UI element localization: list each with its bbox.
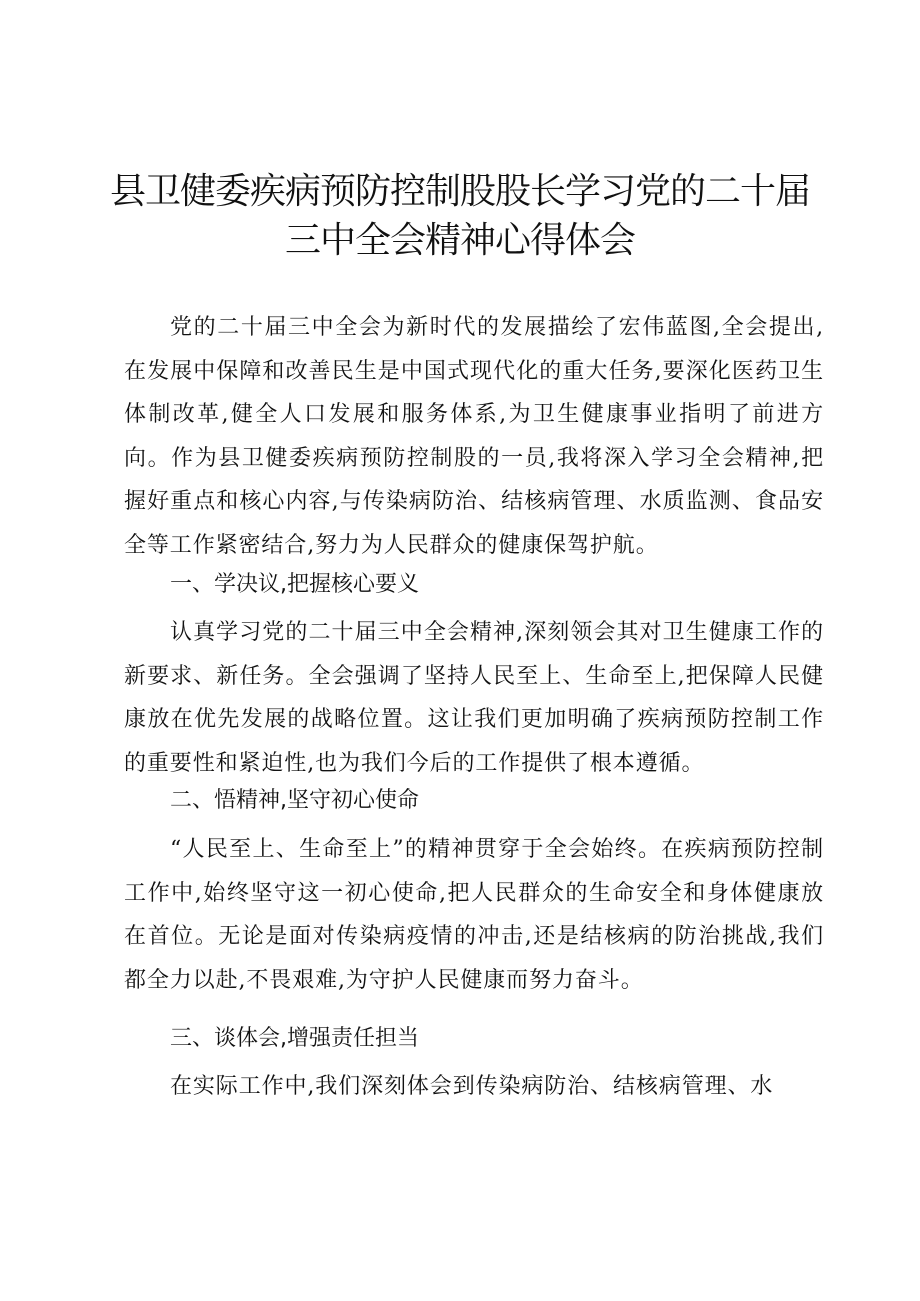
section-2-paragraph: “人民至上、生命至上”的精神贯穿于全会始终。在疾病预防控制工作中,始终坚守这一初心使命,把人民群众的生命安全和身体健康放在首位。无论是面对传染病疫情的冲击,还是结核病的防治挑战,我们都全力以赴,不畏艰难,为守护人民健康而努力奋斗。 <box>124 837 824 993</box>
section-heading-2: 二、悟精神,坚守初心使命 <box>170 788 419 813</box>
document-title-line-1: 县卫健委疾病预防控制股股长学习党的二十届 <box>109 171 810 212</box>
section-3-paragraph: 在实际工作中,我们深刻体会到传染病防治、结核病管理、水 <box>170 1074 774 1099</box>
intro-paragraph: 党的二十届三中全会为新时代的发展描绘了宏伟蓝图,全会提出,在发展中保障和改善民生是中国式现代化的重大任务,要深化医药卫生体制改革,健全人口发展和服务体系,为卫生健康事业指明了前进方向。作为县卫健委疾病预防控制股的一员,我将深入学习全会精神,把握好重点和核心内容,与传染病防治、结核病管理、水质监测、食品安全等工作紧密结合,努力为人民群众的健康保驾护航。 <box>124 315 824 558</box>
document-title-line-2: 三中全会精神心得体会 <box>284 220 635 261</box>
section-1-paragraph: 认真学习党的二十届三中全会精神,深刻领会其对卫生健康工作的新要求、新任务。全会强调了坚持人民至上、生命至上,把保障人民健康放在优先发展的战略位置。这让我们更加明确了疾病预防控制工作的重要性和紧迫性,也为我们今后的工作提供了根本遵循。 <box>124 620 824 776</box>
section-heading-1: 一、学决议,把握核心要义 <box>170 572 419 597</box>
section-heading-3: 三、谈体会,增强责任担当 <box>170 1026 419 1051</box>
